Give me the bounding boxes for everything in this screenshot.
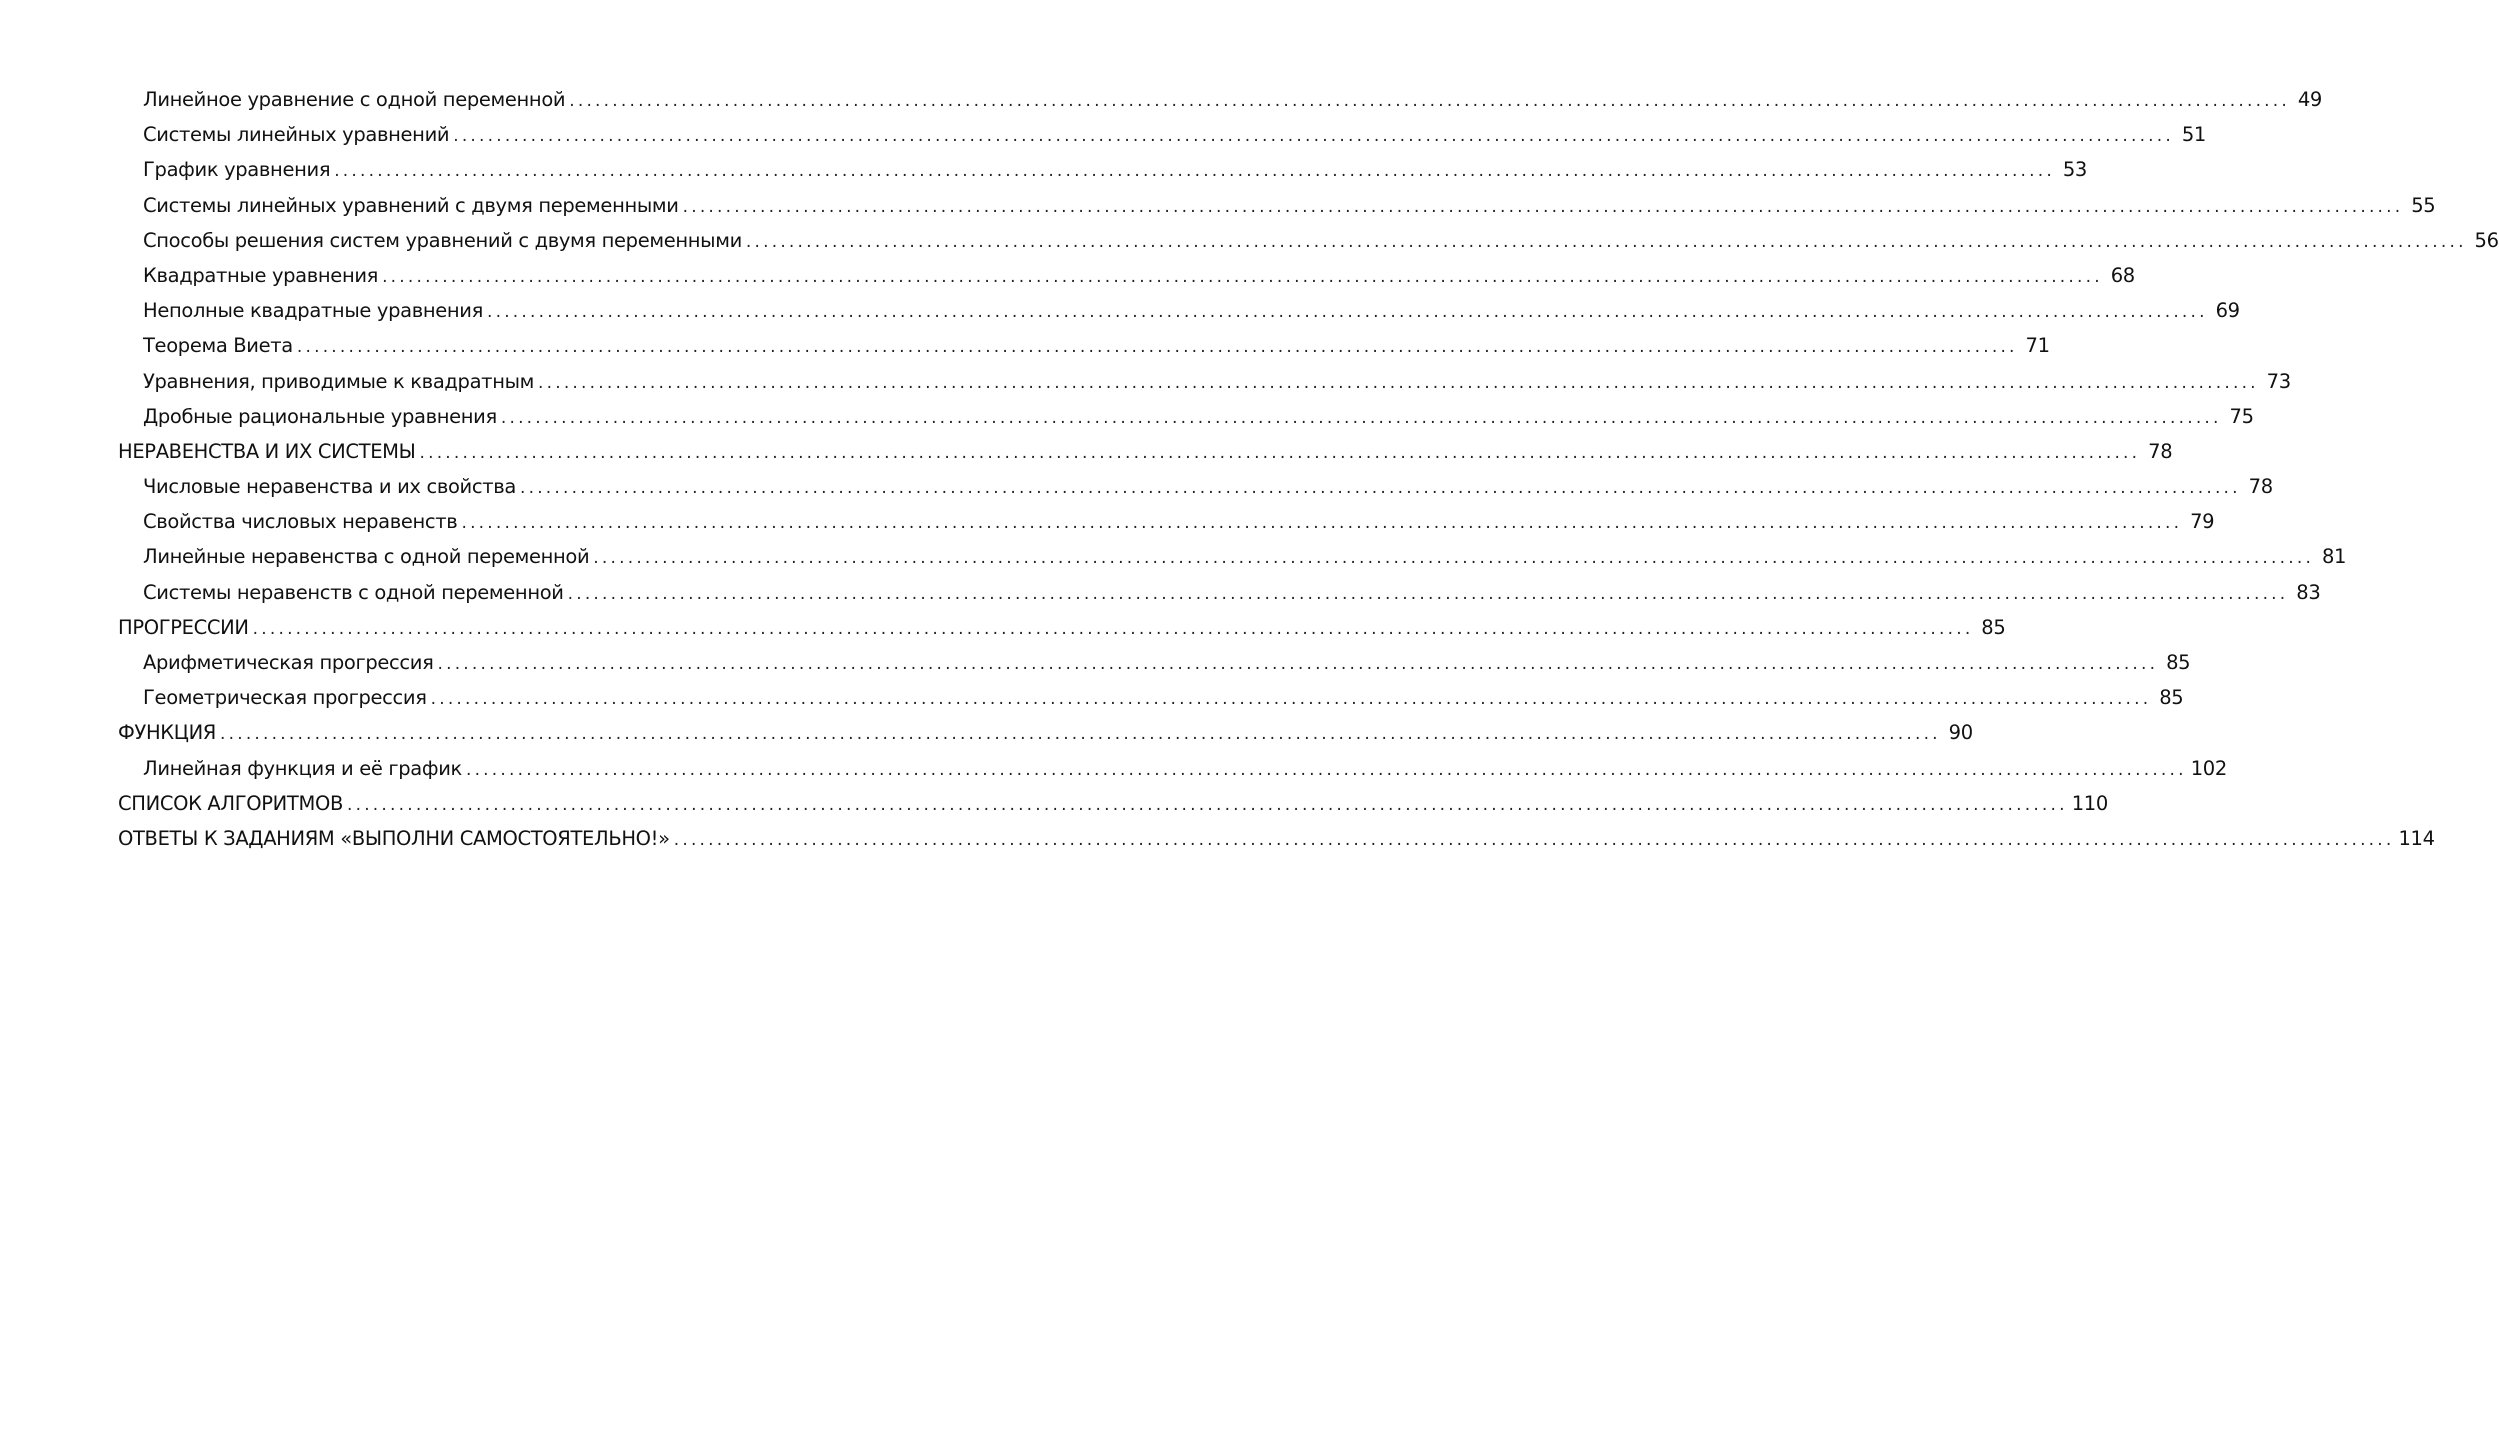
toc-section-heading <box>118 715 1973 750</box>
toc-section-heading <box>118 786 2108 821</box>
toc-entry-page: 53 <box>2062 158 2087 182</box>
toc-entry-label: Квадратные уравнения <box>143 263 379 287</box>
toc-entry <box>118 539 2347 574</box>
dot-leader: ........................................................................................................................................................................................................ <box>673 829 2395 850</box>
toc-entry <box>118 364 2291 399</box>
toc-entry-label: ОТВЕТЫ К ЗАДАНИЯМ «ВЫПОЛНИ САМОСТОЯТЕЛЬНО!» <box>118 826 670 850</box>
toc-entry <box>118 293 2240 328</box>
toc-entry <box>118 751 2227 786</box>
toc-entry-page: 79 <box>2190 510 2215 534</box>
dot-leader: ........................................................................................................................................................................................................ <box>220 724 1941 745</box>
toc-entry-page: 75 <box>2229 404 2254 428</box>
toc-section-heading <box>118 610 2006 645</box>
toc-entry-label: ПРОГРЕССИИ <box>118 615 249 639</box>
toc-entry-page: 85 <box>2166 651 2191 674</box>
toc-entry-page: 51 <box>2181 123 2206 147</box>
toc-section-heading <box>118 821 2435 856</box>
toc-entry-label: Линейные неравенства с одной переменной <box>143 545 590 569</box>
toc-entry-page: 85 <box>1981 615 2006 639</box>
toc-entry <box>118 680 2184 715</box>
dot-leader: ........................................................................................................................................................................................................ <box>500 407 2222 428</box>
toc-entry-label: Неполные квадратные уравнения <box>143 299 483 323</box>
toc-entry <box>118 469 2273 504</box>
toc-entry-label: Геометрическая прогрессия <box>143 686 427 710</box>
toc-entry-label: Свойства числовых неравенств <box>143 510 458 534</box>
dot-leader: ........................................................................................................................................................................................................ <box>453 126 2174 147</box>
dot-leader: ........................................................................................................................................................................................................ <box>486 302 2208 323</box>
toc-entry-page: 71 <box>2025 334 2050 358</box>
dot-leader: ........................................................................................................................................................................................................ <box>430 689 2152 710</box>
toc-entry-page: 49 <box>2297 88 2322 111</box>
dot-leader: ........................................................................................................................................................................................................ <box>538 372 2259 393</box>
toc-entry <box>118 575 2321 610</box>
toc-entry-label: Системы линейных уравнений <box>143 123 450 147</box>
table-of-contents <box>118 82 2499 856</box>
dot-leader: ........................................................................................................................................................................................................ <box>682 196 2404 217</box>
toc-section-heading <box>118 434 2173 469</box>
dot-leader: ........................................................................................................................................................................................................ <box>252 618 1974 639</box>
toc-entry-label: Числовые неравенства и их свойства <box>143 475 516 499</box>
toc-entry-label: Линейная функция и её график <box>143 756 462 780</box>
toc-entry-label: Теорема Виета <box>143 334 293 358</box>
dot-leader: ........................................................................................................................................................................................................ <box>465 759 2187 780</box>
dot-leader: ........................................................................................................................................................................................................ <box>419 442 2141 463</box>
toc-entry <box>118 328 2050 363</box>
toc-entry <box>118 188 2436 223</box>
dot-leader: ........................................................................................................................................................................................................ <box>461 513 2183 534</box>
toc-entry-page: 68 <box>2110 263 2135 287</box>
dot-leader: ........................................................................................................................................................................................................ <box>520 478 2241 499</box>
toc-entry-page: 81 <box>2321 545 2347 569</box>
toc-entry-label: График уравнения <box>143 158 331 182</box>
toc-entry-label: Системы линейных уравнений с двумя переменными <box>143 193 679 217</box>
toc-entry <box>118 645 2191 680</box>
toc-entry <box>118 82 2322 117</box>
toc-entry-label: Арифметическая прогрессия <box>143 651 434 674</box>
dot-leader: ........................................................................................................................................................................................................ <box>593 548 2315 569</box>
toc-entry-page: 90 <box>1948 721 1973 745</box>
toc-entry-label: Способы решения систем уравнений с двумя переменными <box>143 228 742 252</box>
toc-entry <box>118 399 2254 434</box>
toc-entry-label: СПИСОК АЛГОРИТМОВ <box>118 791 343 815</box>
toc-entry <box>118 504 2215 539</box>
toc-entry-page: 56 <box>2474 228 2499 252</box>
toc-entry-page: 78 <box>2148 439 2173 463</box>
dot-leader: ........................................................................................................................................................................................................ <box>382 266 2103 287</box>
dot-leader: ........................................................................................................................................................................................................ <box>745 231 2467 252</box>
toc-entry-label: Линейное уравнение с одной переменной <box>143 88 566 111</box>
dot-leader: ........................................................................................................................................................................................................ <box>437 654 2159 674</box>
toc-entry-page: 102 <box>2190 756 2227 780</box>
dot-leader: ........................................................................................................................................................................................................ <box>569 91 2290 111</box>
toc-entry-page: 55 <box>2411 193 2436 217</box>
toc-entry-page: 73 <box>2266 369 2291 393</box>
toc-entry-label: ФУНКЦИЯ <box>118 721 217 745</box>
dot-leader: ........................................................................................................................................................................................................ <box>296 337 2018 358</box>
toc-entry <box>118 117 2206 152</box>
toc-entry-page: 69 <box>2215 299 2240 323</box>
dot-leader: ........................................................................................................................................................................................................ <box>567 583 2289 604</box>
toc-entry-page: 78 <box>2248 475 2273 499</box>
toc-entry-page: 114 <box>2398 826 2435 850</box>
toc-entry-page: 85 <box>2159 686 2184 710</box>
toc-entry-page: 83 <box>2296 580 2321 604</box>
toc-entry-label: НЕРАВЕНСТВА И ИХ СИСТЕМЫ <box>118 439 416 463</box>
toc-entry-label: Уравнения, приводимые к квадратным <box>143 369 535 393</box>
toc-entry <box>118 258 2135 293</box>
dot-leader: ........................................................................................................................................................................................................ <box>346 794 2068 815</box>
toc-entry-label: Дробные рациональные уравнения <box>143 404 497 428</box>
toc-entry-page: 110 <box>2071 791 2108 815</box>
toc-entry <box>118 152 2087 187</box>
toc-entry-label: Системы неравенств с одной переменной <box>143 580 564 604</box>
toc-entry <box>118 223 2499 258</box>
dot-leader: ........................................................................................................................................................................................................ <box>334 161 2055 182</box>
